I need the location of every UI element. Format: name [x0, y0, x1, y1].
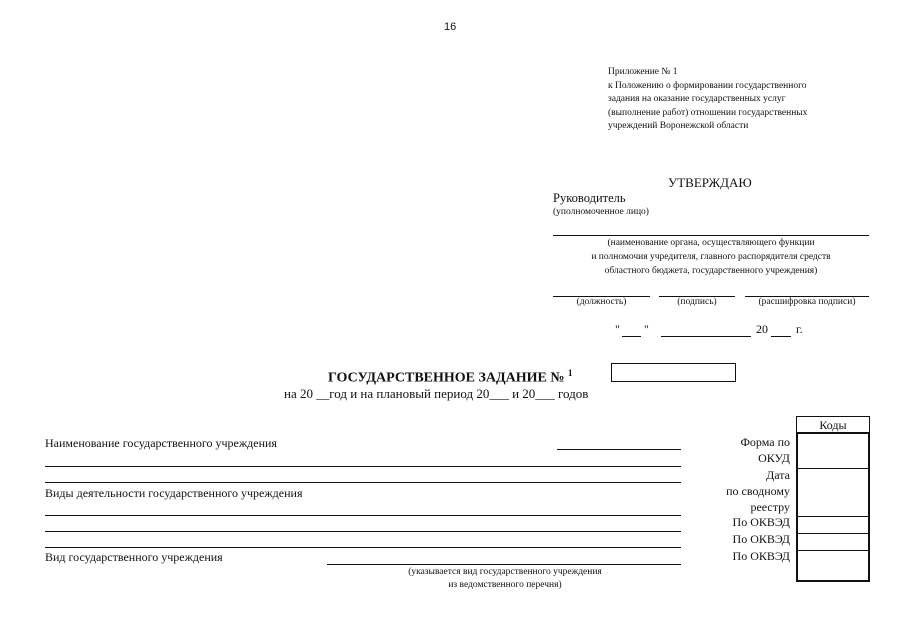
signature-caption: (подпись): [677, 297, 717, 307]
code-label-okved-3: По ОКВЭД: [732, 549, 790, 563]
institution-type-note-line: (указывается вид государственного учреждения: [408, 567, 602, 577]
date-year-line[interactable]: [771, 336, 791, 337]
code-cell-okved-3[interactable]: [798, 550, 868, 567]
date-quote-open: ": [615, 322, 620, 336]
appendix-line: задания на оказание государственных услуг: [608, 94, 786, 104]
approval-title: УТВЕРЖДАЮ: [668, 175, 752, 190]
approval-head-label: Руководитель: [553, 191, 626, 205]
document-title-text: ГОСУДАРСТВЕННОЕ ЗАДАНИЕ №: [328, 370, 565, 386]
appendix-line: к Положению о формировании государственного: [608, 80, 807, 91]
activity-types-line-3[interactable]: [45, 547, 681, 548]
activity-types-label: Виды деятельности государственного учреждения: [45, 486, 303, 500]
page-number: 16: [444, 21, 457, 33]
codes-table: [796, 432, 870, 582]
code-label-line: Дата: [766, 468, 790, 482]
code-label-okved-1: По ОКВЭД: [732, 515, 790, 529]
approval-head-sub: (уполномоченное лицо): [553, 207, 649, 217]
date-year-suffix: г.: [796, 322, 803, 336]
org-caption-line: и полномочия учредителя, главного распорядителя средств: [591, 252, 831, 262]
date-quote-close: ": [644, 322, 649, 336]
position-caption: (должность): [576, 297, 627, 307]
period-line: на 20 __год и на плановый период 20___ и 20___ годов: [284, 386, 589, 401]
decoding-caption: (расшифровка подписи): [758, 297, 856, 307]
codes-header: Коды: [796, 416, 870, 433]
code-label-okud: [690, 434, 790, 466]
code-label-line: Форма по: [740, 435, 790, 449]
appendix-line: учреждений Воронежской области: [608, 121, 749, 131]
activity-types-line-1[interactable]: [45, 515, 681, 516]
code-label-line: реестру: [750, 500, 790, 514]
institution-name-line-1[interactable]: [557, 449, 681, 450]
date-day-line[interactable]: [622, 336, 641, 337]
date-year-prefix: 20: [756, 322, 768, 336]
appendix-line: (выполнение работ) отношении государственных: [608, 107, 808, 118]
code-cell-okud[interactable]: [798, 434, 868, 469]
org-caption: [553, 236, 869, 278]
code-cell-registry-date[interactable]: [798, 468, 868, 517]
date-month-line[interactable]: [661, 336, 751, 337]
code-cell-okved-2[interactable]: [798, 533, 868, 551]
appendix-line: Приложение № 1: [608, 67, 678, 77]
org-caption-line: областного бюджета, государственного учреждения): [604, 266, 818, 276]
document-title: [328, 368, 572, 387]
code-label-registry-date: [690, 467, 790, 515]
institution-name-line-3[interactable]: [45, 482, 681, 483]
code-label-line: по сводному: [726, 484, 790, 498]
code-cell-okved-1[interactable]: [798, 516, 868, 534]
org-caption-line: (наименование органа, осуществляющего функции: [607, 238, 815, 248]
document-title-footnote: 1: [567, 368, 573, 378]
code-label-okved-2: По ОКВЭД: [732, 532, 790, 546]
activity-types-line-2[interactable]: [45, 531, 681, 532]
institution-name-line-2[interactable]: [45, 466, 681, 467]
institution-type-note-line: из ведомственного перечня): [448, 580, 562, 590]
assignment-number-field[interactable]: [611, 363, 736, 382]
appendix-note: [608, 66, 807, 134]
institution-type-label: Вид государственного учреждения: [45, 550, 223, 564]
institution-type-note: [380, 566, 630, 592]
code-label-line: ОКУД: [758, 451, 790, 465]
institution-type-line[interactable]: [327, 564, 681, 565]
institution-name-label: Наименование государственного учреждения: [45, 436, 277, 450]
